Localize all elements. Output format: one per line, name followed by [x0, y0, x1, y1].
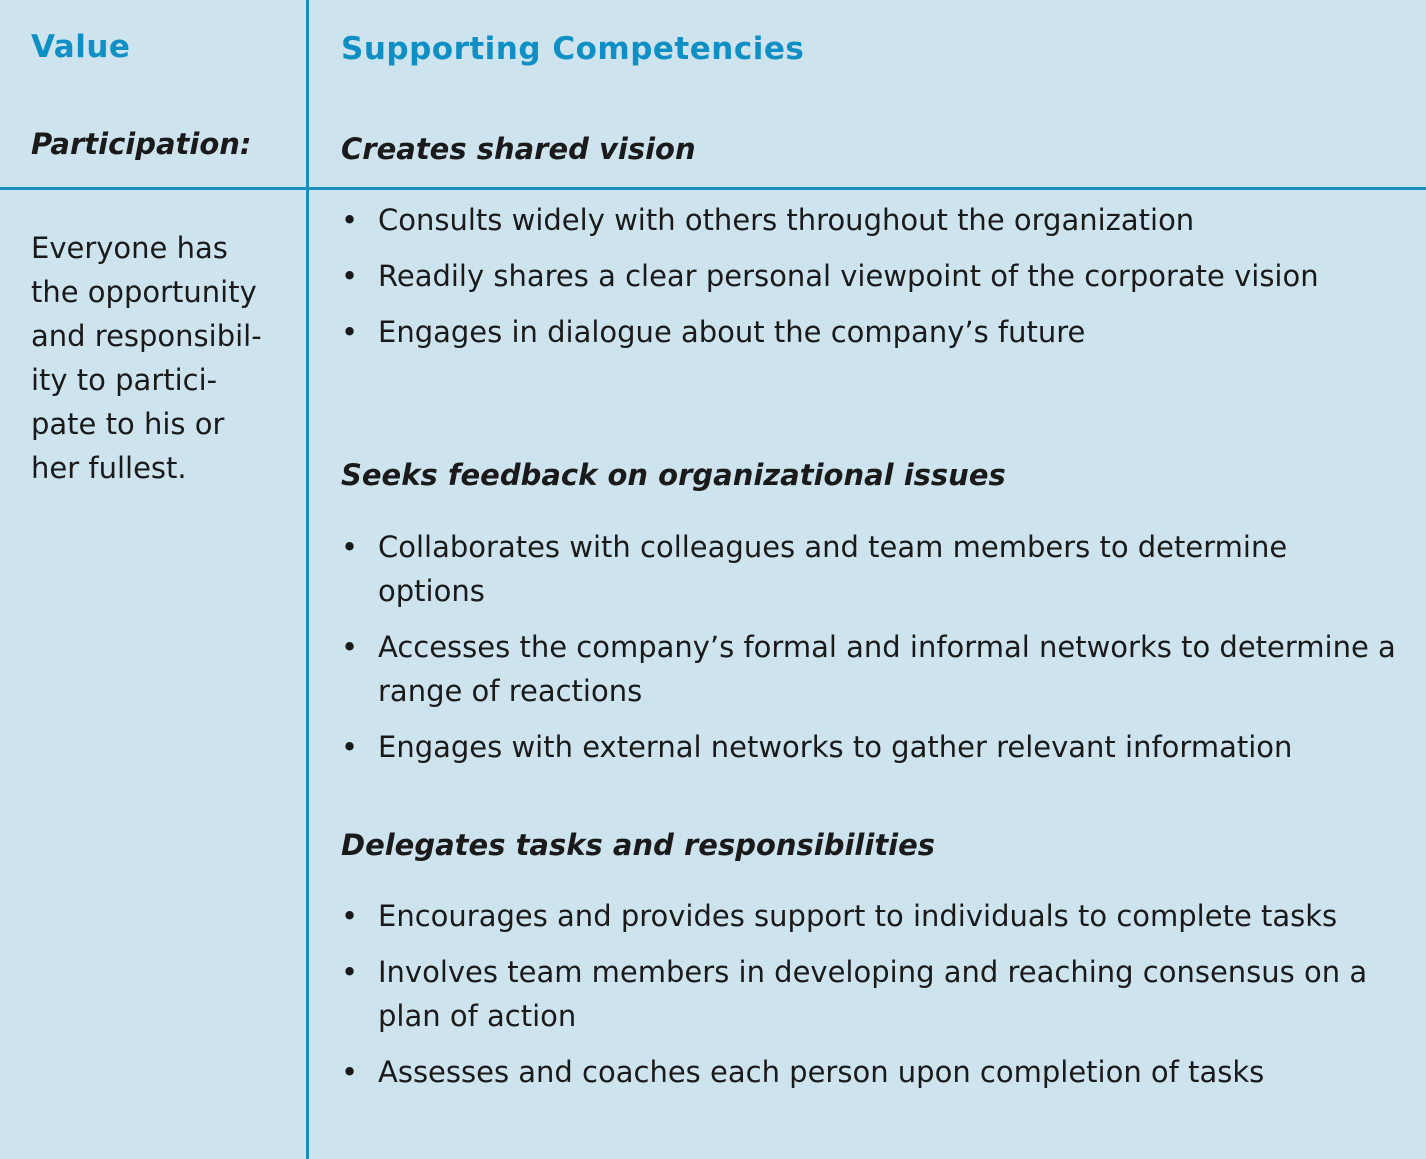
competency-bullet-list: [341, 894, 1401, 1106]
bullet-icon: •: [341, 955, 359, 989]
competency-title: Seeks feedback on organizational issues: [341, 458, 1006, 492]
competency-bullet-list: [341, 525, 1401, 781]
value-description: Everyone has the opportunity and responsibil- ity to partici- pate to his or her fullest.: [31, 231, 262, 485]
list-item: [341, 725, 1401, 769]
bullet-icon: •: [341, 630, 359, 664]
bullet-icon: •: [341, 203, 359, 237]
list-item: [341, 894, 1401, 938]
bullet-text: Encourages and provides support to individuals to complete tasks: [378, 899, 1338, 933]
bullet-icon: •: [341, 1055, 359, 1089]
column-divider: [306, 0, 309, 1159]
bullet-text: Readily shares a clear personal viewpoint of the corporate vision: [378, 259, 1319, 293]
bullet-text: Consults widely with others throughout the organization: [378, 203, 1195, 237]
bullet-text: Involves team members in developing and reaching consensus on a plan of action: [378, 955, 1368, 1033]
list-item: [341, 198, 1401, 242]
competency-title: Delegates tasks and responsibilities: [341, 828, 936, 862]
bullet-text: Engages with external networks to gather relevant information: [378, 730, 1293, 764]
competencies-column-header: Supporting Competencies: [341, 31, 805, 67]
competency-title: Creates shared vision: [341, 132, 696, 166]
list-item: [341, 950, 1401, 1038]
competency-bullet-list: [341, 198, 1401, 366]
list-item: [341, 1050, 1401, 1094]
list-item: [341, 625, 1401, 713]
bullet-text: Accesses the company’s formal and informal networks to determine a range of reactions: [378, 630, 1396, 708]
list-item: [341, 525, 1401, 613]
list-item: [341, 254, 1401, 298]
bullet-text: Engages in dialogue about the company’s future: [378, 315, 1086, 349]
bullet-icon: •: [341, 730, 359, 764]
bullet-icon: •: [341, 315, 359, 349]
bullet-icon: •: [341, 530, 359, 564]
bullet-text: Assesses and coaches each person upon completion of tasks: [378, 1055, 1265, 1089]
bullet-text: Collaborates with colleagues and team members to determine options: [378, 530, 1288, 608]
bullet-icon: •: [341, 899, 359, 933]
list-item: [341, 310, 1401, 354]
value-name: Participation:: [31, 127, 252, 161]
header-divider: [0, 187, 1426, 190]
bullet-icon: •: [341, 259, 359, 293]
value-column-header: Value: [31, 29, 131, 65]
